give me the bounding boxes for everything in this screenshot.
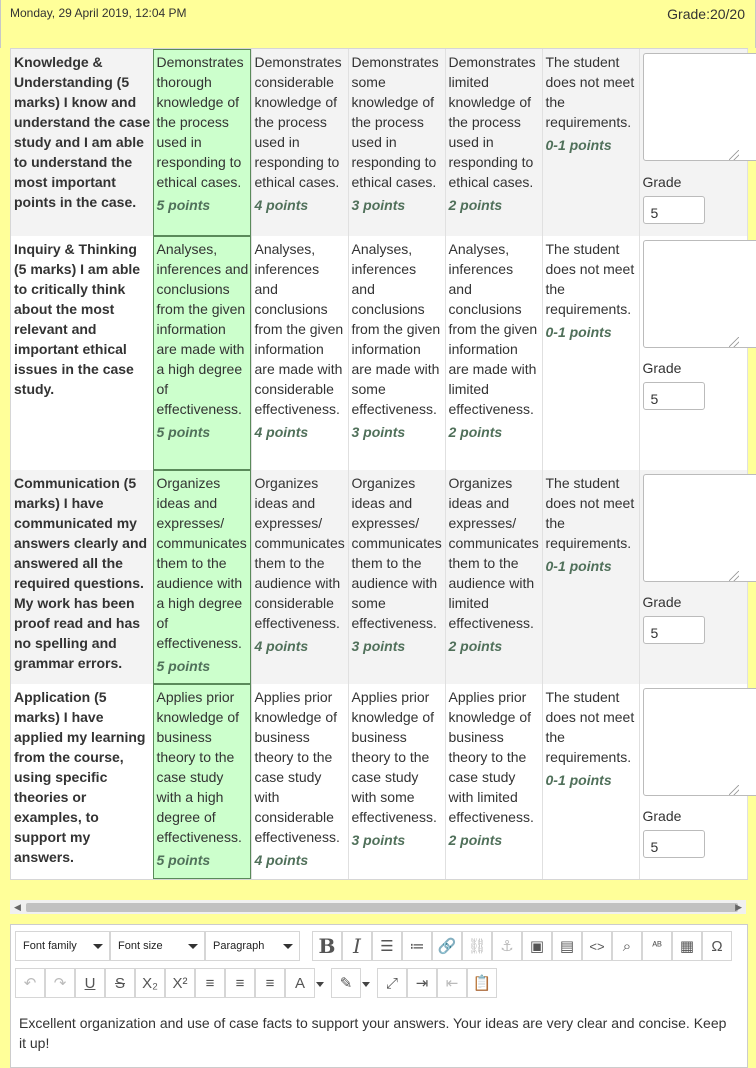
special-char-icon: Ω — [711, 938, 722, 955]
resize-grip-icon[interactable] — [729, 785, 739, 795]
grade-input[interactable]: 5 — [643, 196, 705, 224]
level-points: 3 points — [352, 636, 443, 656]
level-definition: Applies prior knowledge of business theory to the case study with some effectiveness. — [352, 689, 437, 825]
bold-button[interactable] — [312, 931, 342, 961]
level-points: 5 points — [157, 195, 249, 215]
level-definition: Organizes ideas and expresses/ communicates them to the audience with limited effectiveness. — [449, 475, 539, 631]
level-points: 0-1 points — [546, 556, 637, 576]
criterion-description: Communication (5 marks) I have communicated my answers clearly and answered all the required questions. My work has been proof read and has no spelling and grammar errors. — [11, 470, 153, 684]
background-color-button[interactable] — [331, 968, 361, 998]
media-icon: ▤ — [560, 937, 574, 955]
level-definition: Analyses, inferences and conclusions from the given information are made with a high degree of effectiveness. — [157, 241, 249, 417]
spellcheck-icon: ᴬᴮ — [652, 940, 662, 952]
anchor-icon: ⚓ — [500, 937, 513, 955]
rubric-level[interactable] — [348, 684, 445, 879]
rubric-level[interactable] — [445, 236, 542, 470]
font-size-select[interactable] — [110, 931, 205, 961]
level-points: 2 points — [449, 422, 540, 442]
numbered-list-button[interactable] — [402, 931, 432, 961]
background-color-icon: ✎ — [340, 974, 353, 992]
grade-label: Grade — [643, 358, 682, 378]
criterion-description: Application (5 marks) I have applied my learning from the course, using specific theories or examples, to support my answers. — [11, 684, 153, 879]
fullscreen-button[interactable] — [377, 968, 407, 998]
remark-cell — [639, 684, 747, 879]
level-definition: Analyses, inferences and conclusions from the given information are made with considerable effectiveness. — [255, 241, 344, 417]
html-button[interactable] — [582, 931, 612, 961]
redo-button[interactable] — [45, 968, 75, 998]
remark-textarea[interactable] — [643, 53, 756, 161]
level-points: 5 points — [157, 850, 249, 870]
level-points: 0-1 points — [546, 770, 637, 790]
grade-label: Grade — [643, 806, 682, 826]
indent-button[interactable] — [407, 968, 437, 998]
level-points: 0-1 points — [546, 135, 637, 155]
rubric-level[interactable] — [445, 470, 542, 684]
level-points: 4 points — [255, 195, 346, 215]
text-color-icon: A — [295, 975, 305, 992]
superscript-button[interactable] — [165, 968, 195, 998]
chevron-down-icon[interactable] — [362, 982, 370, 987]
chevron-down-icon — [283, 944, 293, 949]
resize-grip-icon[interactable] — [729, 337, 739, 347]
grade-input[interactable]: 5 — [643, 830, 705, 858]
bold-icon: B — [319, 934, 336, 958]
level-definition: The student does not meet the requirements. — [546, 689, 635, 765]
resize-grip-icon[interactable] — [729, 150, 739, 160]
rubric-level[interactable] — [251, 236, 348, 470]
find-button[interactable] — [612, 931, 642, 961]
numbered-list-icon: ≔ — [410, 937, 425, 955]
format-select[interactable] — [205, 931, 300, 961]
level-points: 5 points — [157, 656, 249, 676]
editor-toolbar — [11, 925, 747, 1003]
image-icon: ▣ — [530, 937, 544, 955]
level-definition: Analyses, inferences and conclusions from the given information are made with limited effectiveness. — [449, 241, 538, 417]
undo-button[interactable] — [15, 968, 45, 998]
level-definition: The student does not meet the requirements. — [546, 475, 635, 551]
strikethrough-icon: S — [115, 975, 125, 992]
chevron-down-icon[interactable] — [316, 982, 324, 987]
level-points: 4 points — [255, 850, 346, 870]
paste-text-icon: 📋 — [473, 974, 492, 992]
level-definition: The student does not meet the requirements. — [546, 241, 635, 317]
text-color-button[interactable] — [285, 968, 315, 998]
fullscreen-icon: ⤢ — [386, 975, 398, 992]
level-definition: Organizes ideas and expresses/ communicates them to the audience with some effectiveness. — [352, 475, 442, 631]
align-left-icon: ≡ — [206, 975, 215, 992]
chevron-down-icon — [188, 944, 198, 949]
rubric-level[interactable] — [153, 236, 251, 470]
media-button[interactable] — [552, 931, 582, 961]
align-center-icon: ≡ — [236, 975, 245, 992]
level-definition: Applies prior knowledge of business theory to the case study with considerable effectiveness. — [255, 689, 340, 845]
remark-cell — [639, 49, 747, 236]
italic-button[interactable] — [342, 931, 372, 961]
criterion-row — [11, 49, 747, 236]
rubric-table — [11, 49, 748, 879]
html-icon: <> — [589, 939, 604, 954]
remark-textarea[interactable] — [643, 474, 756, 582]
level-definition: Demonstrates thorough knowledge of the process used in responding to ethical cases. — [157, 54, 244, 190]
find-icon: ⌕ — [623, 938, 631, 955]
superscript-icon: X² — [173, 975, 188, 992]
grade-total: Grade:20/20 — [667, 6, 745, 22]
level-points: 2 points — [449, 636, 540, 656]
bullet-list-button[interactable] — [372, 931, 402, 961]
chevron-down-icon — [93, 944, 103, 949]
image-button[interactable] — [522, 931, 552, 961]
rubric-level[interactable] — [251, 49, 348, 236]
grade-label: Grade — [643, 592, 682, 612]
level-definition: Analyses, inferences and conclusions from the given information are made with some effectiveness. — [352, 241, 441, 417]
level-points: 3 points — [352, 830, 443, 850]
level-definition: Applies prior knowledge of business theory to the case study with a high degree of effectiveness. — [157, 689, 242, 845]
align-left-button[interactable] — [195, 968, 225, 998]
rubric-level[interactable] — [348, 236, 445, 470]
italic-icon: I — [353, 934, 361, 958]
rubric-level[interactable] — [542, 49, 639, 236]
rubric-level[interactable] — [153, 49, 251, 236]
outdent-icon: ⇤ — [446, 974, 459, 992]
scrollbar-thumb[interactable] — [26, 903, 738, 912]
scroll-right-arrow-icon[interactable]: ▶ — [735, 900, 742, 914]
bullet-list-icon: ☰ — [380, 937, 393, 955]
rubric-level[interactable] — [348, 470, 445, 684]
level-points: 3 points — [352, 422, 443, 442]
align-right-icon: ≡ — [266, 975, 275, 992]
redo-icon: ↷ — [54, 974, 67, 992]
grade-label: Grade — [643, 172, 682, 192]
rubric-level[interactable] — [251, 470, 348, 684]
level-definition: Demonstrates some knowledge of the process used in responding to ethical cases. — [352, 54, 439, 190]
subscript-icon: X₂ — [142, 975, 158, 992]
format-label: Paragraph — [213, 940, 264, 952]
remark-textarea[interactable] — [643, 688, 756, 796]
remark-textarea[interactable] — [643, 240, 756, 348]
indent-icon: ⇥ — [416, 974, 429, 992]
link-button[interactable] — [432, 931, 462, 961]
underline-icon: U — [85, 975, 96, 992]
level-definition: The student does not meet the requirements. — [546, 54, 635, 130]
level-definition: Demonstrates limited knowledge of the process used in responding to ethical cases. — [449, 54, 536, 190]
anchor-button[interactable] — [492, 931, 522, 961]
level-points: 4 points — [255, 636, 346, 656]
graded-timestamp: Monday, 29 April 2019, 12:04 PM — [10, 6, 187, 20]
resize-grip-icon[interactable] — [729, 571, 739, 581]
remark-cell — [639, 470, 747, 684]
level-points: 2 points — [449, 830, 540, 850]
rubric-level[interactable] — [348, 49, 445, 236]
feedback-editor — [10, 924, 748, 1068]
rubric-level[interactable] — [153, 470, 251, 684]
paste-text-button[interactable] — [467, 968, 497, 998]
rubric-level[interactable] — [542, 236, 639, 470]
criterion-description: Inquiry & Thinking (5 marks) I am able to critically think about the most relevant and important ethical issues in the case study. — [11, 236, 153, 470]
align-center-button[interactable] — [225, 968, 255, 998]
level-definition: Organizes ideas and expresses/ communicates them to the audience with considerable effectiveness. — [255, 475, 345, 631]
spellcheck-button[interactable] — [642, 931, 672, 961]
link-icon: 🔗 — [438, 937, 457, 955]
special-char-button[interactable] — [702, 931, 732, 961]
font-family-select[interactable] — [15, 931, 110, 961]
criterion-row — [11, 684, 747, 879]
undo-icon: ↶ — [24, 974, 37, 992]
strikethrough-button[interactable] — [105, 968, 135, 998]
level-points: 5 points — [157, 422, 249, 442]
level-definition: Applies prior knowledge of business theory to the case study with limited effectiveness. — [449, 689, 534, 825]
remark-cell — [639, 236, 747, 470]
rubric-level[interactable] — [445, 684, 542, 879]
level-points: 4 points — [255, 422, 346, 442]
criterion-row — [11, 236, 747, 470]
rubric-table-container — [10, 48, 748, 880]
horizontal-scrollbar[interactable] — [10, 900, 746, 914]
level-points: 3 points — [352, 195, 443, 215]
rubric-level[interactable] — [153, 684, 251, 879]
font-family-label: Font family — [23, 940, 77, 952]
grade-input[interactable]: 5 — [643, 616, 705, 644]
table-button[interactable] — [672, 931, 702, 961]
underline-button[interactable] — [75, 968, 105, 998]
rubric-level[interactable] — [445, 49, 542, 236]
criterion-row — [11, 470, 747, 684]
feedback-header — [0, 0, 756, 48]
level-points: 2 points — [449, 195, 540, 215]
rubric-level[interactable] — [542, 684, 639, 879]
rubric-level[interactable] — [542, 470, 639, 684]
level-points: 0-1 points — [546, 322, 637, 342]
scroll-left-arrow-icon[interactable]: ◀ — [14, 900, 21, 914]
level-definition: Demonstrates considerable knowledge of the process used in responding to ethical cases. — [255, 54, 342, 190]
align-right-button[interactable] — [255, 968, 285, 998]
outdent-button[interactable] — [437, 968, 467, 998]
table-icon: ▦ — [680, 937, 694, 955]
subscript-button[interactable] — [135, 968, 165, 998]
rubric-level[interactable] — [251, 684, 348, 879]
level-definition: Organizes ideas and expresses/ communicates them to the audience with a high degree of effectiveness. — [157, 475, 247, 651]
unlink-button[interactable] — [462, 931, 492, 961]
unlink-icon: ⛓ — [467, 937, 486, 955]
criterion-description: Knowledge & Understanding (5 marks) I know and understand the case study and I am able to understand the most important points in the case. — [11, 49, 153, 236]
font-size-label: Font size — [118, 940, 163, 952]
editor-content[interactable]: Excellent organization and use of case facts to support your answers. Your ideas are very clear and concise. Keep it up! — [19, 1013, 735, 1053]
grade-input[interactable]: 5 — [643, 382, 705, 410]
